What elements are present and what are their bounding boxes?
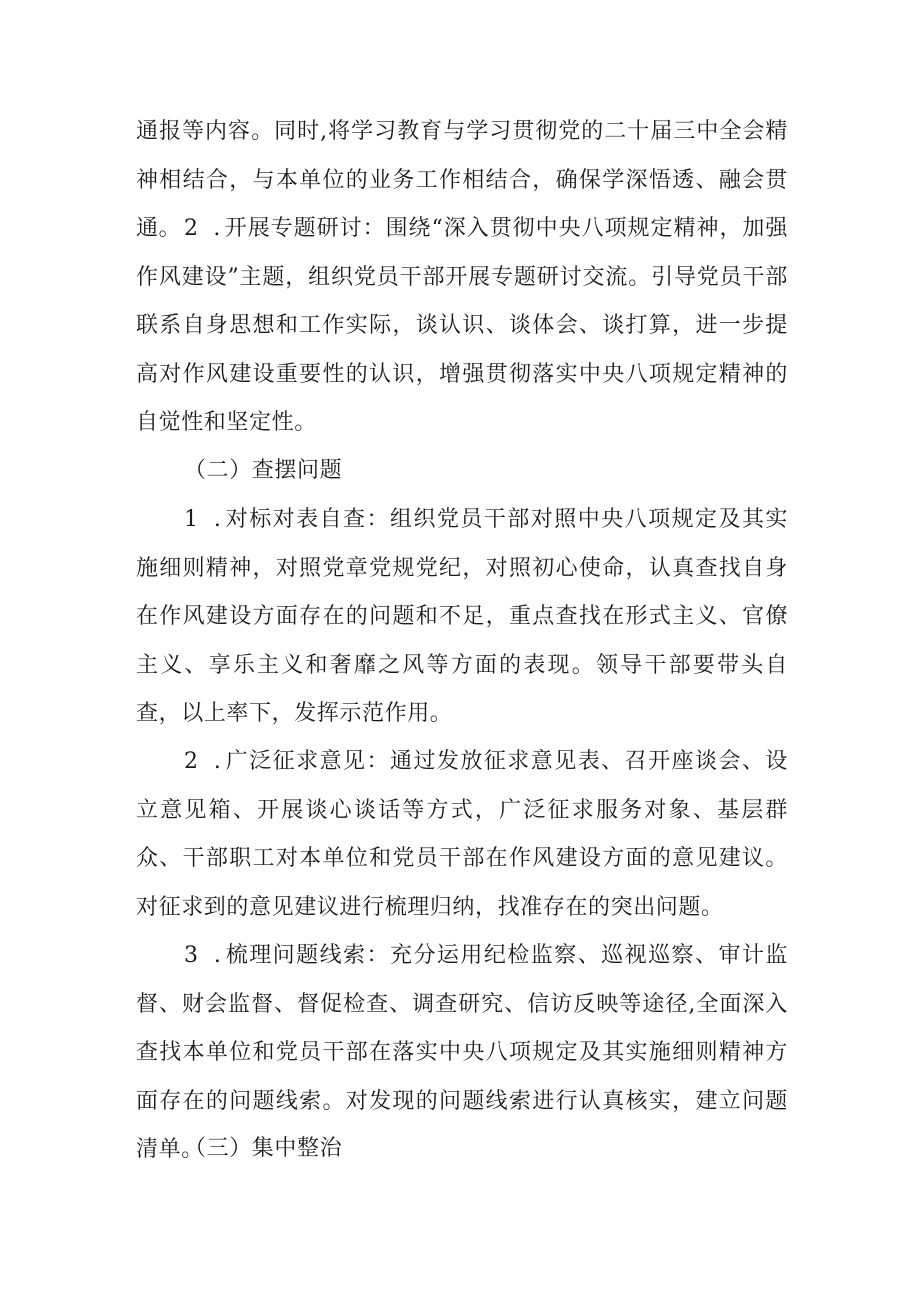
paragraph-number: 2 . (184, 749, 225, 774)
section-heading-3: （三）集中整治 (184, 1136, 343, 1161)
paragraph-number: 2 . (184, 216, 225, 241)
paragraph-text: 广泛征求意见：通过发放征求意见表、召开座谈会、设立意见箱、开展谈心谈话等方式，广泛征求服务对象、基层群众、干部职工对本单位和党员干部在作风建设方面的意见建议。对征求到的意见建议进行梳理归纳，找准存在的突出问题。 (136, 749, 789, 920)
paragraph-self-check (136, 496, 788, 739)
paragraph-text: 梳理问题线索：充分运用纪检监察、巡视巡察、审计监督、财会监督、督促检查、调查研究、信访反映等途径,全面深入查找本单位和党员干部在落实中央八项规定及其实施细则精神方面存在的问题线索。对发现的问题线索进行认真核实，建立问题清单。 (136, 943, 789, 1162)
paragraph-text: 对标对表自查：组织党员干部对照中央八项规定及其实施细则精神，对照党章党规党纪，对照初心使命，认真查找自身在作风建设方面存在的问题和不足，重点查找在形式主义、官僚主义、享乐主义和奢靡之风等方面的表现。领导干部要带头自查，以上率下，发挥示范作用。 (136, 507, 789, 726)
paragraph-topic-discussion (136, 205, 788, 448)
section-heading-2: （二）查摆问题 (184, 458, 343, 483)
paragraph-number: 1 . (184, 507, 225, 532)
paragraph-number: 3 . (184, 943, 225, 968)
paragraph-solicit-opinions (136, 738, 788, 932)
paragraph-text: 开展专题研讨：围绕“深入贯彻中央八项规定精神，加强作风建设”主题，组织党员干部开展专题研讨交流。引导党员干部联系自身思想和工作实际，谈认识、谈体会、谈打算，进一步提高对作风建设重要性的认识，增强贯彻落实中央八项规定精神的自觉性和坚定性。 (136, 216, 788, 435)
paragraph-text: 通报等内容。同时,将学习教育与学习贯彻党的二十届三中全会精神相结合，与本单位的业务工作相结合，确保学深悟透、融会贯通。 (136, 119, 788, 241)
